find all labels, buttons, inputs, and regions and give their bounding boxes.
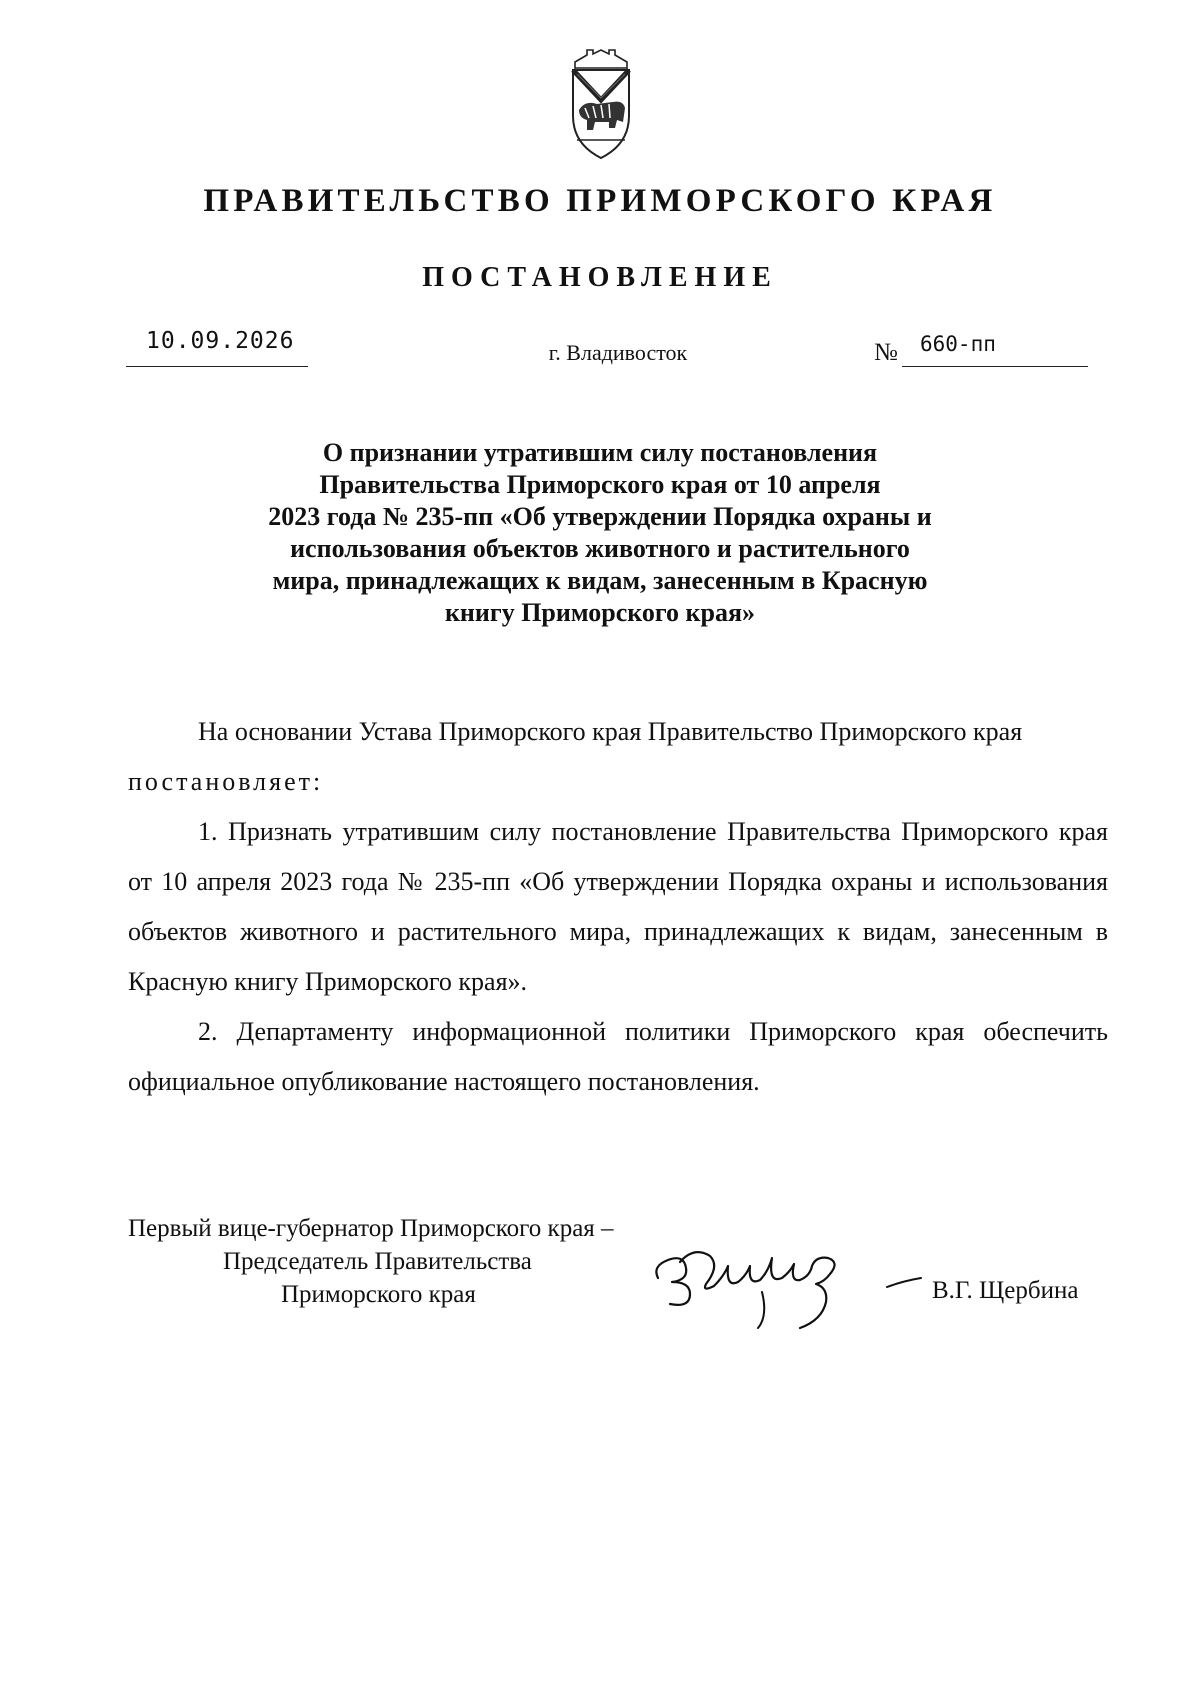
coat-of-arms-icon — [563, 48, 639, 160]
signatory-title — [128, 1212, 614, 1311]
signatory-title-line: Председатель Правительства — [223, 1248, 532, 1275]
subject-line: мира, принадлежащих к видам, занесенным в Красную — [272, 566, 928, 595]
subject-line: книгу Приморского края» — [444, 598, 756, 627]
subject-line: использования объектов животного и растительного — [290, 534, 910, 563]
signatory-name: В.Г. Щербина — [932, 1277, 1079, 1304]
document-date: 10.09.2026 — [146, 328, 295, 354]
preamble-paragraph: На основании Устава Приморского края Правительство Приморского края — [198, 717, 1023, 746]
signatory-title-line: Первый вице-губернатор Приморского края – — [128, 1215, 614, 1242]
item-1-paragraph: 1. Признать утратившим силу постановление Правительства Приморского края от 10 апреля 2023 года № 235-пп «Об утверждении Порядка охраны и использования объектов животного и растительного мира, принадлежащих к видам, занесенным в Красную книгу Приморского края». — [128, 817, 1108, 996]
number-sign: № — [874, 339, 898, 366]
item-2-paragraph: 2. Департаменту информационной политики Приморского края обеспечить официальное опубликование настоящего постановления. — [128, 1017, 1108, 1096]
document-subject — [200, 437, 1000, 629]
decree-word: постановляет: — [128, 767, 324, 796]
subject-line: Правительства Приморского края от 10 апреля — [319, 470, 881, 499]
subject-line: 2023 года № 235-пп «Об утверждении Порядка охраны и — [268, 502, 932, 531]
document-number: 660-пп — [920, 332, 996, 356]
signatory-title-line: Приморского края — [281, 1281, 476, 1308]
handwritten-signature — [650, 1236, 890, 1336]
document-type: ПОСТАНОВЛЕНИЕ — [422, 262, 778, 293]
document-city: г. Владивосток — [548, 340, 688, 365]
number-underline — [902, 366, 1088, 367]
document-body — [128, 707, 1108, 1107]
subject-line: О признании утратившим силу постановления — [322, 438, 878, 467]
signature-dash — [885, 1275, 923, 1291]
government-title: ПРАВИТЕЛЬСТВО ПРИМОРСКОГО КРАЯ — [203, 183, 997, 219]
date-underline — [126, 366, 308, 367]
